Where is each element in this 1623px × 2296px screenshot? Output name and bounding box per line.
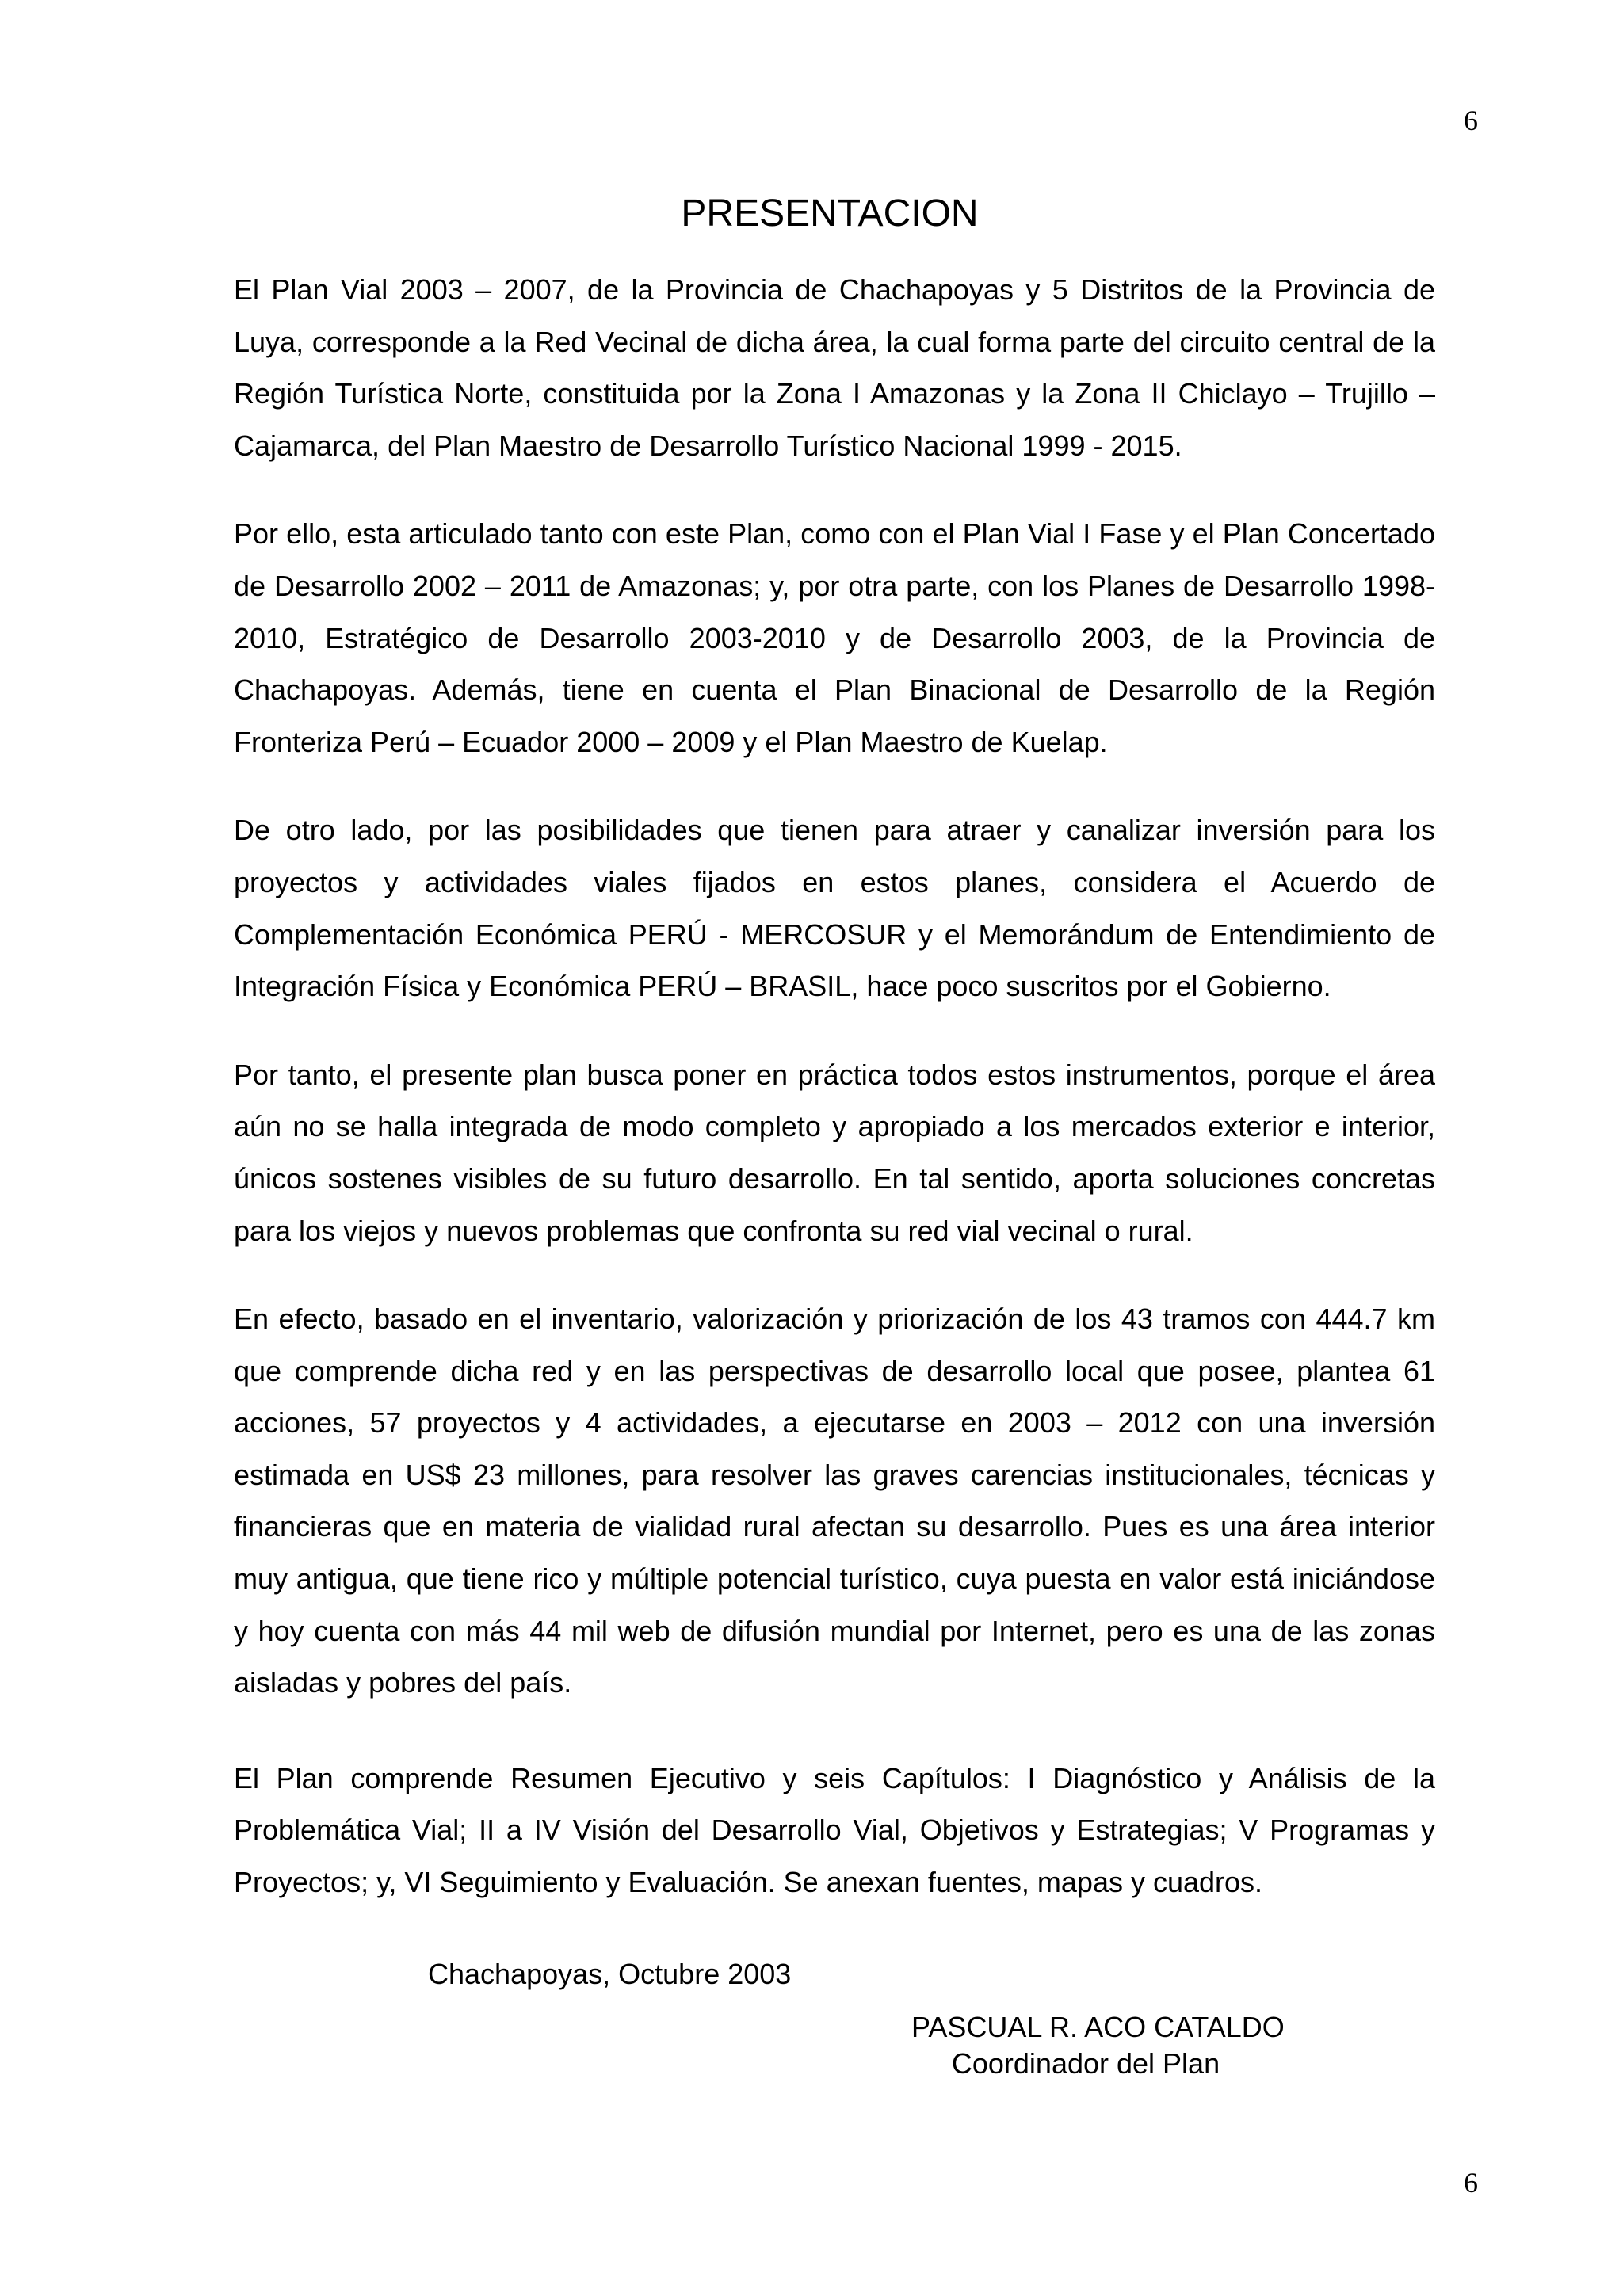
paragraph-5: En efecto, basado en el inventario, valorización y priorización de los 43 tramos con 444.7 km que comprende dicha red y en las perspectivas de desarrollo local que posee, plantea 61 acciones, 57 proyectos y 4 actividades, a ejecutarse en 2003 – 2012 con una inversión estimada en US$ 23 millones, para resolver las graves carencias institucionales, técnicas y financieras que en materia de vialidad rural afectan su desarrollo. Pues es una área interior muy antigua, que tiene rico y múltiple potencial turístico, cuya puesta en valor está iniciándose y hoy cuenta con más 44 mil web de difusión mundial por Internet, pero es una de las zonas aisladas y pobres del país. <box>234 1302 1435 1699</box>
document-body <box>234 264 1435 1909</box>
paragraph-4: Por tanto, el presente plan busca poner en práctica todos estos instrumentos, porque el área aún no se halla integrada de modo completo y apropiado a los mercados exterior e interior, únicos sostenes visibles de su futuro desarrollo. En tal sentido, aporta soluciones concretas para los viejos y nuevos problemas que confronta su red vial vecinal o rural. <box>234 1058 1435 1247</box>
paragraph-1: El Plan Vial 2003 – 2007, de la Provincia de Chachapoyas y 5 Distritos de la Provincia de Luya, corresponde a la Red Vecinal de dicha área, la cual forma parte del circuito central de la Región Turística Norte, constituida por la Zona I Amazonas y la Zona II Chiclayo – Trujillo – Cajamarca, del Plan Maestro de Desarrollo Turístico Nacional 1999 - 2015. <box>234 273 1435 462</box>
paragraph-6: El Plan comprende Resumen Ejecutivo y seis Capítulos: I Diagnóstico y Análisis de la Problemática Vial; II a IV Visión del Desarrollo Vial, Objetivos y Estrategias; V Programas y Proyectos; y, VI Seguimiento y Evaluación. Se anexan fuentes, mapas y cuadros. <box>234 1761 1435 1899</box>
place-and-date: Chachapoyas, Octubre 2003 <box>428 1958 792 1990</box>
paragraph-3: De otro lado, por las posibilidades que tienen para atraer y canalizar inversión para los proyectos y actividades viales fijados en estos planes, considera el Acuerdo de Complementación Económica PERÚ - MERCOSUR y el Memorándum de Entendimiento de Integración Física y Económica PERÚ – BRASIL, hace poco suscritos por el Gobierno. <box>234 814 1435 1003</box>
page-number-header: 6 <box>1464 105 1478 136</box>
signature-block <box>911 2009 1285 2082</box>
paragraph-2: Por ello, esta articulado tanto con este Plan, como con el Plan Vial I Fase y el Plan Concertado de Desarrollo 2002 – 2011 de Amazonas; y, por otra parte, con los Planes de Desarrollo 1998-2010, Estratégico de Desarrollo 2003-2010 y de Desarrollo 2003, de la Provincia de Chachapoyas. Además, tiene en cuenta el Plan Binacional de Desarrollo de la Región Fronteriza Perú – Ecuador 2000 – 2009 y el Plan Maestro de Kuelap. <box>234 517 1435 758</box>
page-number-footer: 6 <box>1464 2167 1478 2199</box>
signatory-name: PASCUAL R. ACO CATALDO <box>911 2011 1285 2043</box>
page-title: PRESENTACION <box>681 193 979 235</box>
signatory-role: Coordinador del Plan <box>951 2047 1220 2080</box>
